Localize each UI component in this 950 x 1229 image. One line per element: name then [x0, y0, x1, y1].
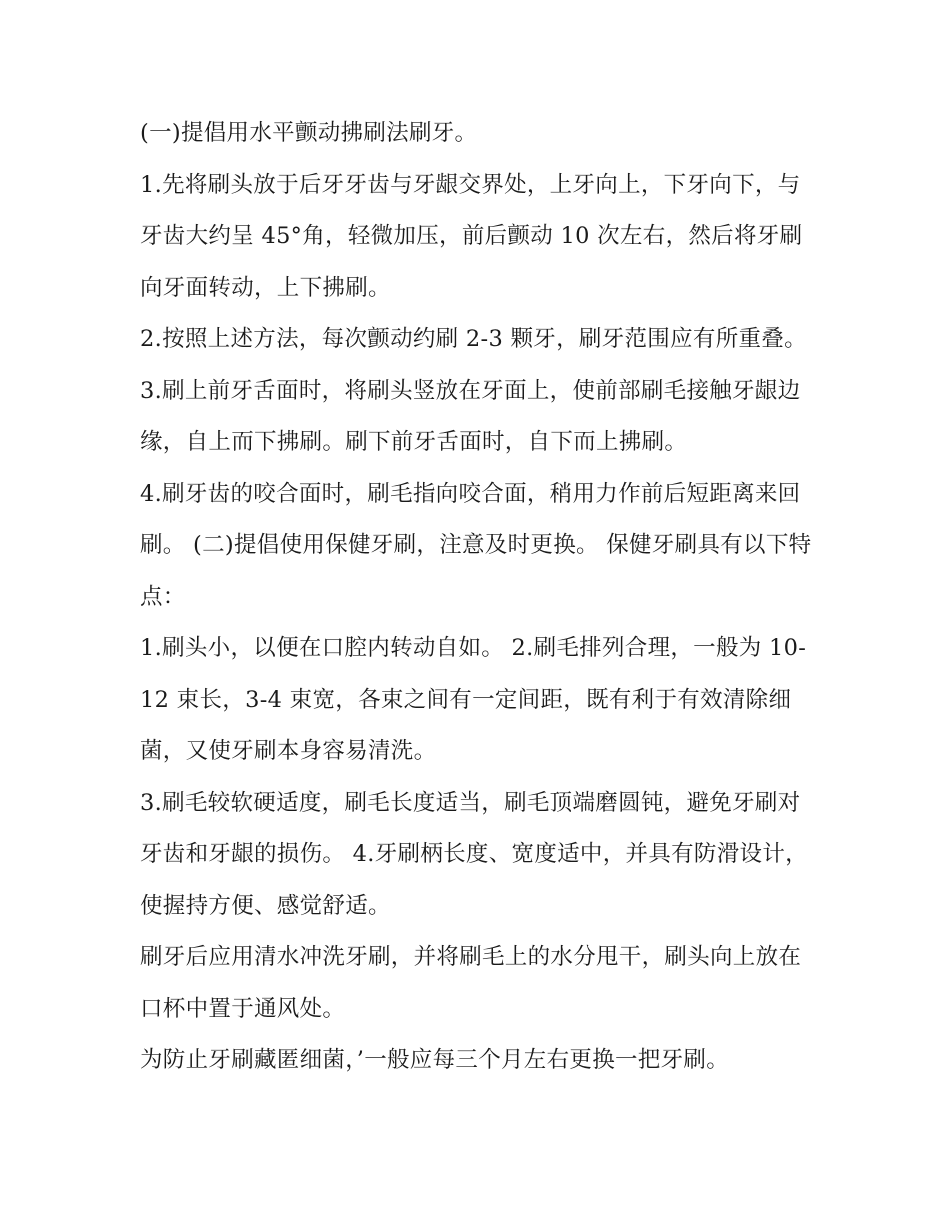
paragraph-feature-1-2: 1.刷头小，以便在口腔内转动自如。 2.刷毛排列合理，一般为 10-12 束长，3-4 束宽，各束之间有一定间距，既有利于有效清除细菌，又使牙刷本身容易清洗。	[140, 635, 807, 764]
paragraph-feature-3-4: 3.刷毛较软硬适度，刷毛长度适当，刷毛顶端磨圆钝，避免牙刷对牙齿和牙龈的损伤。 4.牙刷柄长度、宽度适中，并具有防滑设计，使握持方便、感觉舒适。	[140, 789, 808, 919]
paragraph-after-brushing: 刷牙后应用清水冲洗牙刷，并将刷毛上的水分甩干，刷头向上放在口杯中置于通风处。	[140, 944, 802, 1022]
paragraph-brushing-method-heading: (一)提倡用水平颤动拂刷法刷牙。	[140, 120, 478, 146]
paragraph-step-4: 4.刷牙齿的咬合面时，刷毛指向咬合面，稍用力作前后短距离来回刷。 (二)提倡使用保健牙刷，注意及时更换。 保健牙刷具有以下特点：	[140, 480, 812, 610]
document-body	[140, 108, 820, 1087]
paragraph-step-1: 1.先将刷头放于后牙牙齿与牙龈交界处，上牙向上，下牙向下，与牙齿大约呈 45°角，轻微加压，前后颤动 10 次左右，然后将牙刷向牙面转动，上下拂刷。	[140, 171, 803, 301]
paragraph-replacement: 为防止牙刷藏匿细菌，’一般应每三个月左右更换一把牙刷。	[140, 1047, 730, 1073]
paragraph-step-2: 2.按照上述方法，每次颤动约刷 2-3 颗牙，刷牙范围应有所重叠。	[140, 326, 807, 352]
paragraph-step-3: 3.刷上前牙舌面时，将刷头竖放在牙面上，使前部刷毛接触牙龈边缘，自上而下拂刷。刷下前牙舌面时，自下而上拂刷。	[140, 377, 801, 455]
